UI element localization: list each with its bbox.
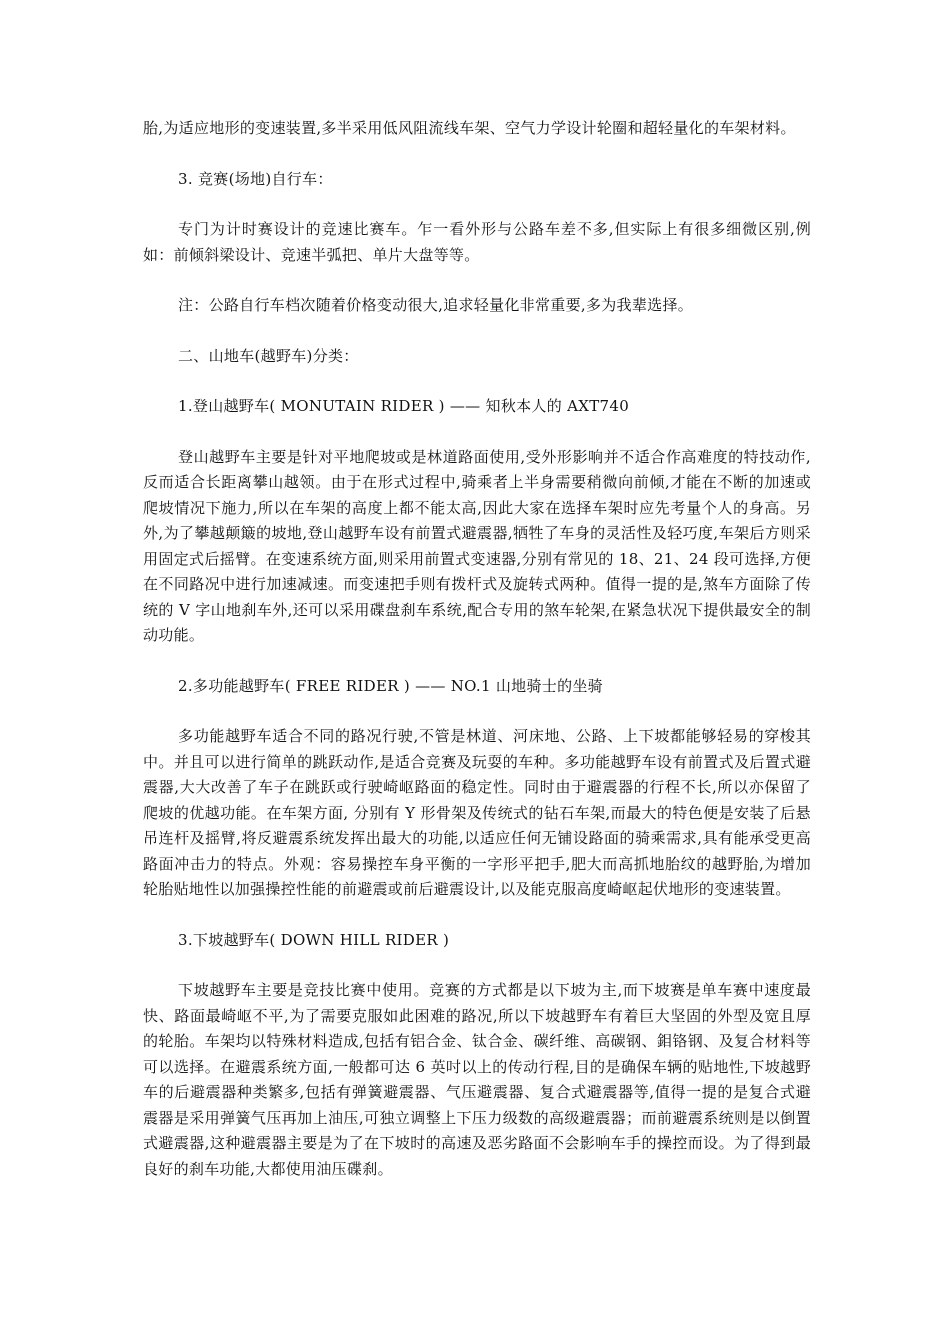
heading-track-bike: 3. 竞赛(场地)自行车： <box>178 169 333 188</box>
paragraph-continuation: 胎,为适应地形的变速装置,多半采用低风阻流线车架、空气力学设计轮圈和超轻量化的车架材料。 <box>143 119 796 137</box>
paragraph-free-rider: 多功能越野车适合不同的路况行驶,不管是林道、河床地、公路、上下坡都能够轻易的穿梭其中。并且可以进行简单的跳跃动作,是适合竞赛及玩耍的车种。多功能越野车设有前置式及后置式避震器,大大改善了车子在跳跃或行驶崎岖路面的稳定性。同时由于避震器的行程不长,所以亦保留了爬坡的优越功能。在车架方面, 分别有 Y 形骨架及传统式的钻石车架,而最大的特色便是安装了后悬吊连杆及摇臂,将反避震系统发挥出最大的功能,以适应任何无铺设路面的骑乘需求,具有能承受更高路面冲击力的特点。外观：容易操控车身平衡的一字形平把手,肥大而高抓地胎纹的越野胎,为增加轮胎贴地性以加强操控性能的前避震或前后避震设计,以及能克服高度崎岖起伏地形的变速装置。 <box>143 727 811 898</box>
heading-mountain-rider: 1.登山越野车( MONUTAIN RIDER ) —— 知秋本人的 AXT740 <box>178 397 630 415</box>
paragraph-track-bike: 专门为计时赛设计的竞速比赛车。乍一看外形与公路车差不多,但实际上有很多细微区别,例如：前倾斜梁设计、竞速半弧把、单片大盘等等。 <box>143 220 811 264</box>
heading-free-rider: 2.多功能越野车( FREE RIDER ) —— NO.1 山地骑士的坐骑 <box>178 676 603 695</box>
paragraph-mountain-rider: 登山越野车主要是针对平地爬坡或是林道路面使用,受外形影响并不适合作高难度的特技动作,反而适合长距离攀山越领。由于在形式过程中,骑乘者上半身需要稍微向前倾,才能在不断的加速或爬坡情况下施力,所以在车架的高度上都不能太高,因此大家在选择车架时应先考量个人的身高。另外,为了攀越颠簸的坡地,登山越野车设有前置式避震器,牺牲了车身的灵活性及轻巧度,车架后方则采用固定式后摇臂。在变速系统方面,则采用前置式变速器,分别有常见的 18、21、24 段可选择,方便在不同路况中进行加速减速。而变速把手则有拨杆式及旋转式两种。值得一提的是,煞车方面除了传统的 V 字山地刹车外,还可以采用碟盘刹车系统,配合专用的煞车轮架,在紧急状况下提供最安全的制动功能。 <box>143 447 811 644</box>
heading-mountain-bike-categories: 二、山地车(越野车)分类： <box>178 346 359 365</box>
note-road-bike: 注：公路自行车档次随着价格变动很大,追求轻量化非常重要,多为我辈选择。 <box>178 296 694 314</box>
document-page <box>143 116 811 1182</box>
paragraph-down-hill-rider: 下坡越野车主要是竞技比赛中使用。竞赛的方式都是以下坡为主,而下坡赛是单车赛中速度最快、路面最崎岖不平,为了需要克服如此困难的路况,所以下坡越野车有着巨大坚固的外型及宽且厚的轮胎。车架均以特殊材料造成,包括有铝合金、钛合金、碳纤维、高碳钢、鉬铬钢、及复合材料等可以选择。在避震系统方面,一般都可达 6 英吋以上的传动行程,目的是确保车辆的贴地性,下坡越野车的后避震器种类繁多,包括有弹簧避震器、气压避震器、复合式避震器等,值得一提的是复合式避震器是采用弹簧气压再加上油压,可独立调整上下压力级数的高级避震器；而前避震系统则是以倒置式避震器,这种避震器主要是为了在下坡时的高速及恶劣路面不会影响车手的操控而设。为了得到最良好的刹车功能,大都使用油压碟刹。 <box>143 981 811 1178</box>
heading-down-hill-rider: 3.下坡越野车( DOWN HILL RIDER ) <box>178 930 450 949</box>
